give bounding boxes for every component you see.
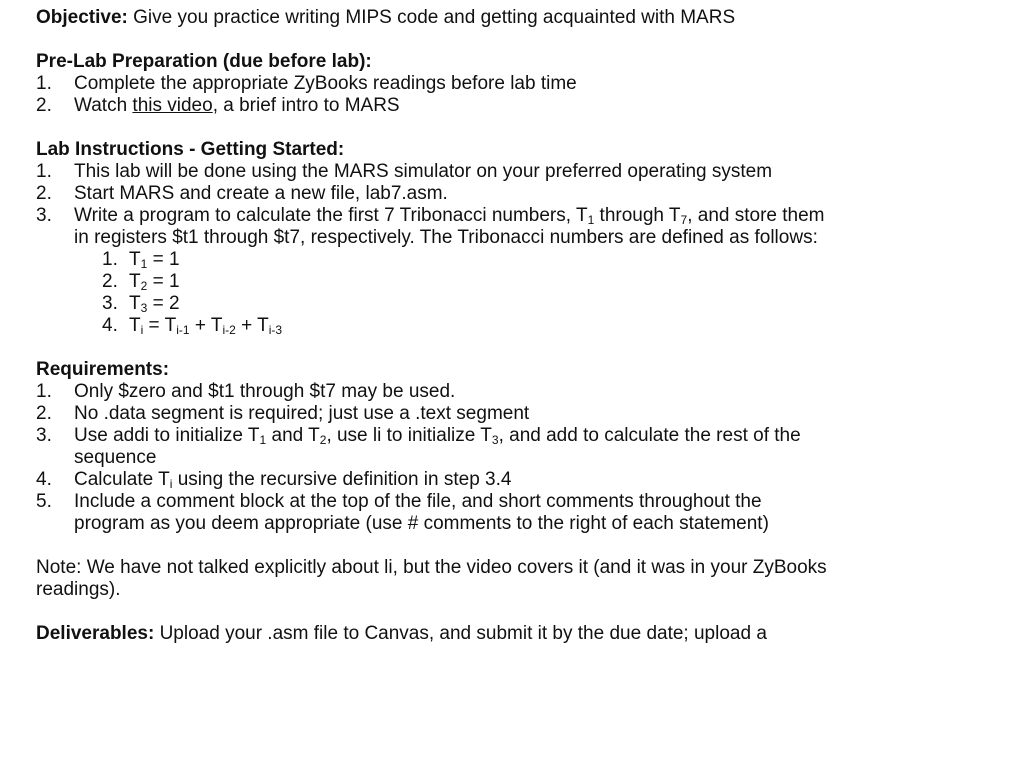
- instructions-item-2: 2. Start MARS and create a new file, lab7.asm.: [36, 183, 448, 204]
- instructions-item-3: 3. Write a program to calculate the first 7 Tribonacci numbers, $T_1$ through $T_7$, and store them: [36, 205, 825, 227]
- definition-1: 1. $T_1 = 1$: [102, 249, 180, 271]
- note-line-1: Note: We have not talked explicitly about li, but the video covers it (and it was in your ZyBooks: [36, 557, 827, 578]
- requirement-4: 4. Calculate $T_i$ using the recursive definition in step 3.4: [36, 469, 512, 491]
- requirement-5: 5. Include a comment block at the top of the file, and short comments throughout the: [36, 491, 762, 512]
- definition-list: [36, 249, 1024, 337]
- requirement-3-continued: sequence: [74, 447, 157, 468]
- deliverables-line: [36, 623, 1024, 645]
- definition-2: 2. $T_2 = 1$: [102, 271, 180, 293]
- definition-4: 4. $T_i = T_{i-1} + T_{i-2} + T_{i-3}$: [102, 315, 283, 337]
- instructions-heading: Lab Instructions - Getting Started:: [36, 139, 345, 160]
- prelab-heading: Pre-Lab Preparation (due before lab):: [36, 51, 372, 72]
- definition-3: 3. $T_3 = 2$: [102, 293, 180, 315]
- deliverables-label: Deliverables:: [36, 623, 155, 644]
- requirements-heading: Requirements:: [36, 359, 170, 380]
- requirement-1: 1. Only $zero and $t1 through $t7 may be used.: [36, 381, 456, 402]
- objective-text: Give you practice writing MIPS code and getting acquainted with MARS: [127, 7, 736, 28]
- video-link[interactable]: this video: [132, 95, 213, 116]
- instructions-item-3-continued: in registers $t1 through $t7, respectively. The Tribonacci numbers are defined as follows:: [74, 227, 818, 248]
- prelab-item-1: 1. Complete the appropriate ZyBooks readings before lab time: [36, 73, 577, 94]
- instructions-item-1: 1. This lab will be done using the MARS simulator on your preferred operating system: [36, 161, 773, 182]
- requirement-2: 2. No .data segment is required; just use a .text segment: [36, 403, 530, 424]
- objective-line: [36, 7, 1024, 29]
- requirement-5-continued: program as you deem appropriate (use # comments to the right of each statement): [74, 513, 769, 534]
- objective-label: Objective:: [36, 7, 128, 28]
- deliverables-text: Upload your .asm file to Canvas, and submit it by the due date; upload a: [154, 623, 767, 644]
- prelab-item-2: 2. Watch this video, a brief intro to MARS: [36, 95, 400, 116]
- note-line-2: readings).: [36, 579, 121, 600]
- requirement-3: 3. Use addi to initialize $T_1$ and $T_2$, use li to initialize $T_3$, and add to calculate the rest of the: [36, 425, 801, 447]
